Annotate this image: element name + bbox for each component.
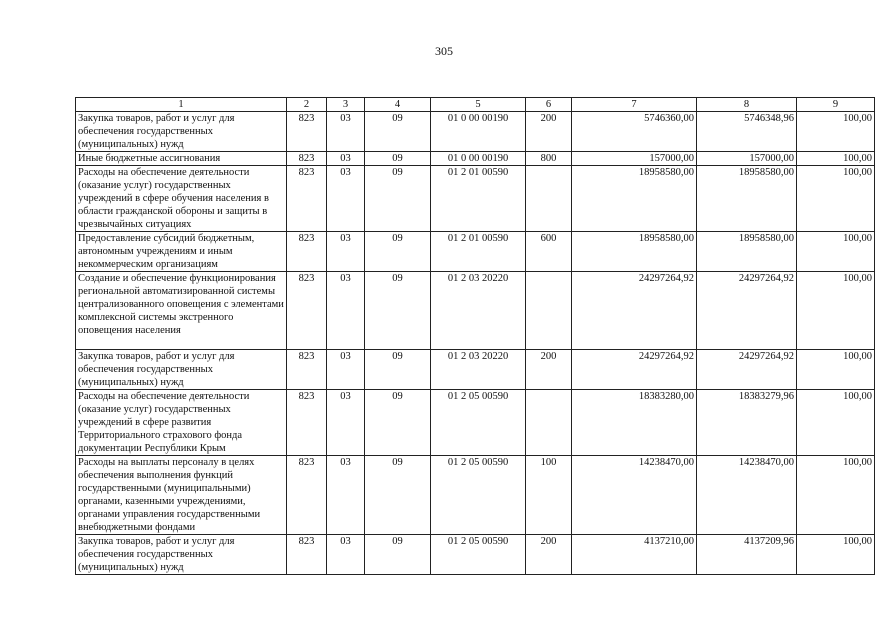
expense-name: Расходы на выплаты персоналу в целях обеспечения выполнения функций государственными (муниципальными) органами, казенными учреждениями, органами управления государственными внебюджетными фондами (76, 456, 287, 535)
subsection-code: 09 (365, 166, 431, 232)
expense-name: Создание и обеспечение функционирования региональной автоматизированной системы централизованного оповещения с элементами комплексной системы экстренного оповещения населения (76, 272, 287, 350)
executed-amount: 24297264,92 (697, 272, 797, 350)
header-cell: 4 (365, 98, 431, 112)
ministry-code: 823 (287, 166, 327, 232)
execution-percent: 100,00 (797, 272, 875, 350)
planned-amount: 18383280,00 (572, 390, 697, 456)
table-row (76, 272, 875, 350)
expense-name: Закупка товаров, работ и услуг для обеспечения государственных (муниципальных) нужд (76, 350, 287, 390)
executed-amount: 5746348,96 (697, 112, 797, 152)
subsection-code: 09 (365, 456, 431, 535)
planned-amount: 18958580,00 (572, 232, 697, 272)
expense-type-code: 200 (526, 350, 572, 390)
header-cell: 5 (431, 98, 526, 112)
executed-amount: 18958580,00 (697, 166, 797, 232)
executed-amount: 18958580,00 (697, 232, 797, 272)
target-article-code: 01 2 01 00590 (431, 166, 526, 232)
expense-type-code (526, 272, 572, 350)
executed-amount: 4137209,96 (697, 535, 797, 575)
expense-name: Закупка товаров, работ и услуг для обеспечения государственных (муниципальных) нужд (76, 112, 287, 152)
expense-name: Расходы на обеспечение деятельности (оказание услуг) государственных учреждений в сфере обучения населения в области гражданской обороны и защиты в чрезвычайных ситуациях (76, 166, 287, 232)
header-cell: 7 (572, 98, 697, 112)
execution-percent: 100,00 (797, 390, 875, 456)
header-row (76, 98, 875, 112)
expense-name: Закупка товаров, работ и услуг для обеспечения государственных (муниципальных) нужд (76, 535, 287, 575)
table-row (76, 112, 875, 152)
expense-name: Предоставление субсидий бюджетным, автономным учреждениям и иным некоммерческим организациям (76, 232, 287, 272)
ministry-code: 823 (287, 232, 327, 272)
table-row (76, 232, 875, 272)
ministry-code: 823 (287, 390, 327, 456)
planned-amount: 5746360,00 (572, 112, 697, 152)
header-cell: 9 (797, 98, 875, 112)
planned-amount: 14238470,00 (572, 456, 697, 535)
subsection-code: 09 (365, 390, 431, 456)
header-cell: 3 (327, 98, 365, 112)
section-code: 03 (327, 232, 365, 272)
executed-amount: 14238470,00 (697, 456, 797, 535)
subsection-code: 09 (365, 152, 431, 166)
budget-table (75, 97, 875, 575)
planned-amount: 18958580,00 (572, 166, 697, 232)
expense-type-code: 200 (526, 112, 572, 152)
executed-amount: 18383279,96 (697, 390, 797, 456)
expense-name: Расходы на обеспечение деятельности (оказание услуг) государственных учреждений в сфере развития Территориального страхового фонда документации Республики Крым (76, 390, 287, 456)
section-code: 03 (327, 112, 365, 152)
ministry-code: 823 (287, 456, 327, 535)
table-row (76, 456, 875, 535)
header-cell: 2 (287, 98, 327, 112)
ministry-code: 823 (287, 112, 327, 152)
subsection-code: 09 (365, 535, 431, 575)
table-row (76, 535, 875, 575)
section-code: 03 (327, 350, 365, 390)
target-article-code: 01 2 03 20220 (431, 350, 526, 390)
ministry-code: 823 (287, 350, 327, 390)
expense-type-code (526, 390, 572, 456)
planned-amount: 157000,00 (572, 152, 697, 166)
target-article-code: 01 2 05 00590 (431, 390, 526, 456)
table-row (76, 390, 875, 456)
ministry-code: 823 (287, 152, 327, 166)
execution-percent: 100,00 (797, 535, 875, 575)
planned-amount: 24297264,92 (572, 350, 697, 390)
expense-type-code: 600 (526, 232, 572, 272)
table-row (76, 152, 875, 166)
expense-type-code: 200 (526, 535, 572, 575)
section-code: 03 (327, 152, 365, 166)
header-cell: 6 (526, 98, 572, 112)
expense-name: Иные бюджетные ассигнования (76, 152, 287, 166)
target-article-code: 01 2 03 20220 (431, 272, 526, 350)
executed-amount: 157000,00 (697, 152, 797, 166)
header-cell: 1 (76, 98, 287, 112)
section-code: 03 (327, 390, 365, 456)
section-code: 03 (327, 535, 365, 575)
execution-percent: 100,00 (797, 350, 875, 390)
target-article-code: 01 2 01 00590 (431, 232, 526, 272)
expense-type-code: 100 (526, 456, 572, 535)
expense-type-code: 800 (526, 152, 572, 166)
execution-percent: 100,00 (797, 166, 875, 232)
subsection-code: 09 (365, 350, 431, 390)
section-code: 03 (327, 272, 365, 350)
expense-type-code (526, 166, 572, 232)
section-code: 03 (327, 456, 365, 535)
execution-percent: 100,00 (797, 152, 875, 166)
page-number: 305 (435, 44, 453, 58)
planned-amount: 4137210,00 (572, 535, 697, 575)
executed-amount: 24297264,92 (697, 350, 797, 390)
header-cell: 8 (697, 98, 797, 112)
section-code: 03 (327, 166, 365, 232)
planned-amount: 24297264,92 (572, 272, 697, 350)
target-article-code: 01 0 00 00190 (431, 152, 526, 166)
subsection-code: 09 (365, 232, 431, 272)
execution-percent: 100,00 (797, 232, 875, 272)
execution-percent: 100,00 (797, 456, 875, 535)
subsection-code: 09 (365, 112, 431, 152)
target-article-code: 01 0 00 00190 (431, 112, 526, 152)
ministry-code: 823 (287, 272, 327, 350)
execution-percent: 100,00 (797, 112, 875, 152)
target-article-code: 01 2 05 00590 (431, 535, 526, 575)
ministry-code: 823 (287, 535, 327, 575)
subsection-code: 09 (365, 272, 431, 350)
table-row (76, 350, 875, 390)
table-row (76, 166, 875, 232)
target-article-code: 01 2 05 00590 (431, 456, 526, 535)
